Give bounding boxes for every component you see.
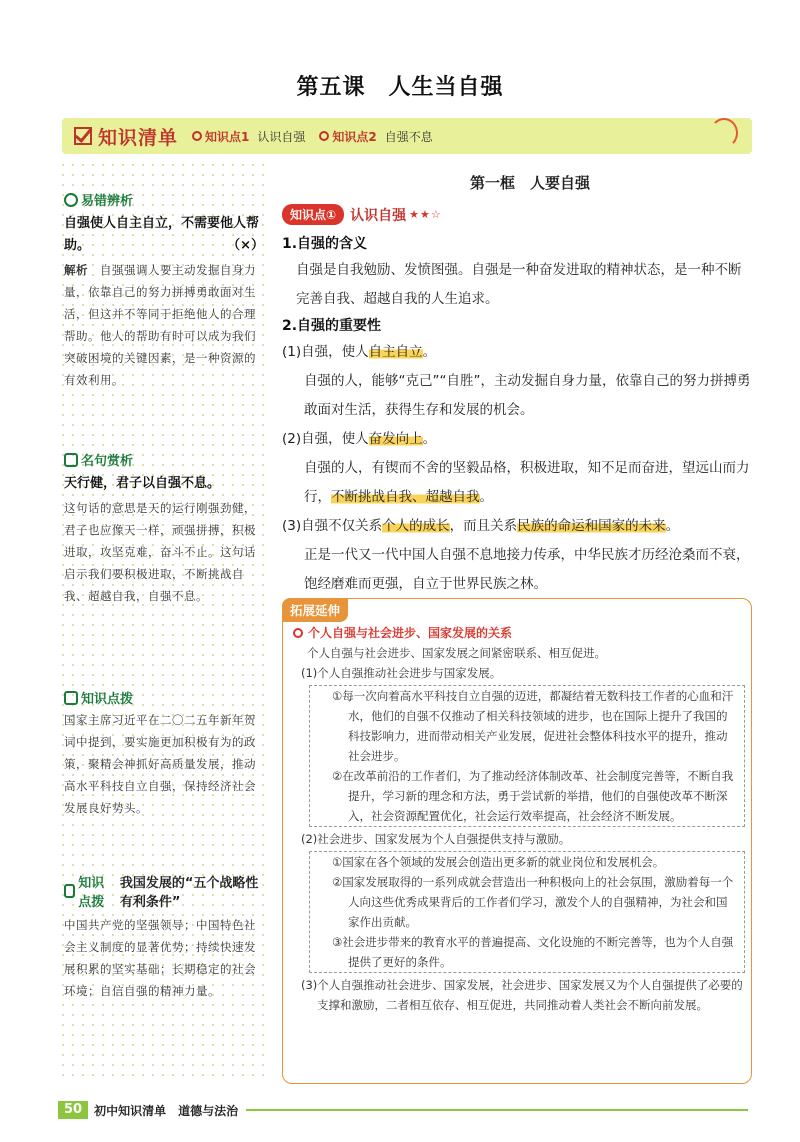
- item-1-text: 自强的人，能够“克己”“自胜”，主动发掘自身力量，依靠自己的努力拼搏勇敢面对生活，获得生存和发展的机会。: [304, 373, 751, 418]
- item-text: (2)自强，使人: [282, 431, 369, 447]
- item-text: (3)自强不仅关系: [282, 518, 383, 534]
- banner-kp1[interactable]: [192, 128, 305, 145]
- extension-point-b: (2)社会进步、国家发展为个人自强提供支持与激励。: [301, 832, 571, 846]
- extension-box: [282, 598, 752, 1084]
- extension-tag: 拓展延伸: [282, 598, 348, 622]
- heading-importance: 2.自强的重要性: [282, 318, 382, 334]
- knowledge-point-name: 认识自强: [350, 207, 407, 224]
- sidebar-section-head: [64, 872, 264, 910]
- target-icon: [319, 131, 329, 141]
- book-icon: [64, 453, 78, 467]
- extension-body: [293, 643, 745, 1015]
- section-subtitle: 我国发展的“五个战略性有利条件”: [119, 876, 259, 910]
- item-3-text: 正是一代又一代中国人自强不息地接力传承，中华民族才历经沧桑而不衰，饱经磨难而更强，自立于世界民族之林。: [304, 547, 750, 592]
- judgement-mark: （×）: [227, 238, 264, 253]
- section-title: 名句赏析: [81, 454, 134, 469]
- extension-title-text: 个人自强与社会进步、国家发展的关系: [308, 626, 513, 640]
- swirl-decoration-icon: [710, 118, 738, 148]
- item-text: 。: [422, 431, 437, 447]
- item-text: ，而且关系: [449, 518, 518, 534]
- banner-kp2-label: 知识点2: [332, 129, 377, 144]
- tip-text: 国家主席习近平在二〇二五年新年贺词中提到，要实施更加积极有为的政策，聚精会神抓好高质量发展，推动高水平科技自立自强，保持经济社会发展良好势头。: [64, 713, 256, 815]
- footer-rule: [246, 1109, 748, 1111]
- extension-b3: ③社会进步带来的教育水平的普遍提高、文化设施的不断完善等，也为个人自强提供了更好的条件。: [332, 935, 734, 969]
- target-icon: [293, 628, 303, 638]
- banner-kp1-label: 知识点1: [205, 129, 250, 144]
- quote-explanation: 这句话的意思是天的运行刚强劲健，君子也应像天一样，顽强拼搏，积极进取，攻坚克难，奋斗不止。这句话启示我们要积极进取，不断挑战自我、超越自我，自强不息。: [64, 501, 256, 603]
- item-3: [282, 512, 752, 541]
- sidebar-tip-2: [64, 872, 264, 1002]
- sidebar-quote: [64, 450, 264, 607]
- extension-b2: ②国家发展取得的一系列成就会营造出一种积极向上的社会氛围，激励着每一个人向这些优秀成果背后的工作者们学习，激发个人的自强精神，为社会和国家作出贡献。: [332, 875, 734, 929]
- banner-kp1-name: 认识自强: [257, 129, 306, 144]
- tip-text: 中国共产党的坚强领导；中国特色社会主义制度的显著优势；持续快速发展积累的坚实基础；长期稳定的社会环境；自信自强的精神力量。: [64, 918, 256, 998]
- book-title: 初中知识清单 道德与法治: [94, 1103, 239, 1118]
- footer: [58, 1100, 748, 1120]
- heading-meaning: 1.自强的含义: [282, 236, 368, 252]
- paragraph-meaning: 自强是自我勉励、发愤图强。自强是一种奋发进取的精神状态，是一种不断完善自我、超越自我的人生追求。: [296, 262, 742, 307]
- link-icon: [64, 884, 75, 898]
- sidebar-section-head: [64, 688, 264, 707]
- highlight: 不断挑战自我、超越自我: [331, 489, 480, 505]
- checkmark-icon: [74, 127, 92, 145]
- magnifier-icon: [64, 193, 78, 207]
- extension-point-c: (3)个人自强推动社会进步、国家发展，社会进步、国家发展又为个人自强提供了必要的支撑和激励，二者相互依存、相互促进，共同推动着人类社会不断向前发展。: [301, 978, 743, 1012]
- link-icon: [64, 691, 78, 705]
- banner-title: 知识清单: [98, 126, 179, 149]
- item-text: 。: [422, 344, 437, 360]
- item-text: 。: [665, 518, 680, 534]
- knowledge-banner: [62, 118, 752, 154]
- banner-kp2[interactable]: [319, 128, 432, 145]
- highlight: 自主自立: [368, 344, 423, 360]
- item-2: [282, 425, 752, 454]
- sidebar-section-head: [64, 190, 264, 209]
- sidebar: [58, 160, 268, 1080]
- knowledge-point-head: [282, 204, 442, 225]
- section-title: 易错辨析: [81, 194, 134, 209]
- frame-title: 第一框 人要自强: [469, 174, 590, 192]
- extension-box-a: [309, 685, 745, 827]
- target-icon: [192, 131, 202, 141]
- highlight: 个人的成长: [382, 518, 450, 534]
- banner-kp2-name: 自强不息: [384, 129, 433, 144]
- extension-b1: ①国家在各个领域的发展会创造出更多新的就业岗位和发展机会。: [332, 855, 665, 869]
- statement-text: 自强使人自主自立，不需要他人帮助。: [64, 216, 260, 253]
- statement: [64, 213, 264, 257]
- analysis-text: 自强强调人要主动发掘自身力量，依靠自己的努力拼搏勇敢面对生活，但这并不等同于拒绝他人的合理帮助。他人的帮助有时可以成为我们突破困境的关键因素，是一种资源的有效利用。: [64, 263, 256, 387]
- item-text: (1)自强，使人: [282, 344, 369, 360]
- sidebar-error-analysis: [64, 190, 264, 391]
- difficulty-stars-icon: ★★☆: [409, 208, 442, 221]
- sidebar-tip-1: [64, 688, 264, 819]
- extension-a2: ②在改革前沿的工作者们，为了推动经济体制改革、社会制度完善等，不断自我提升，学习新的理念和方法，勇于尝试新的举措，他们的自强使改革不断深入，社会资源配置优化，社会运行效率提高，社会经济不断发展。: [332, 769, 734, 823]
- extension-a1: ①每一次向着高水平科技自立自强的迈进，都凝结着无数科技工作者的心血和汗水，他们的自强不仅推动了相关科技领域的进步，也在国际上提升了我国的科技影响力，进而带动相关产业发展，促进社会整体科技水平的提升，推动社会进步。: [332, 689, 734, 763]
- lesson-title: 第五课 人生当自强: [296, 75, 504, 100]
- item-text: 自强的人，有锲而不舍的坚毅品格，积极进取，知不足而奋进，望远山而力行，: [304, 460, 750, 505]
- extension-title: [293, 624, 512, 641]
- section-title: 知识点拨: [81, 692, 134, 707]
- page-number: 50: [58, 1101, 88, 1119]
- item-text: 。: [479, 489, 493, 505]
- item-2-text: [282, 454, 752, 512]
- main-content: [282, 232, 752, 599]
- knowledge-point-pill: 知识点①: [282, 204, 344, 225]
- quote-text: 天行健，君子以自强不息。: [64, 476, 221, 491]
- section-title: 知识点拨: [78, 876, 105, 910]
- analysis: [64, 259, 264, 391]
- extension-box-b: [309, 851, 745, 973]
- extension-point-a: (1)个人自强推动社会进步与国家发展。: [301, 666, 502, 680]
- highlight: 奋发向上: [368, 431, 423, 447]
- analysis-label: 解析: [64, 263, 88, 277]
- highlight: 民族的命运和国家的未来: [517, 518, 666, 534]
- sidebar-section-head: [64, 450, 264, 469]
- extension-intro: 个人自强与社会进步、国家发展之间紧密联系、相互促进。: [307, 646, 606, 660]
- item-1: [282, 338, 752, 367]
